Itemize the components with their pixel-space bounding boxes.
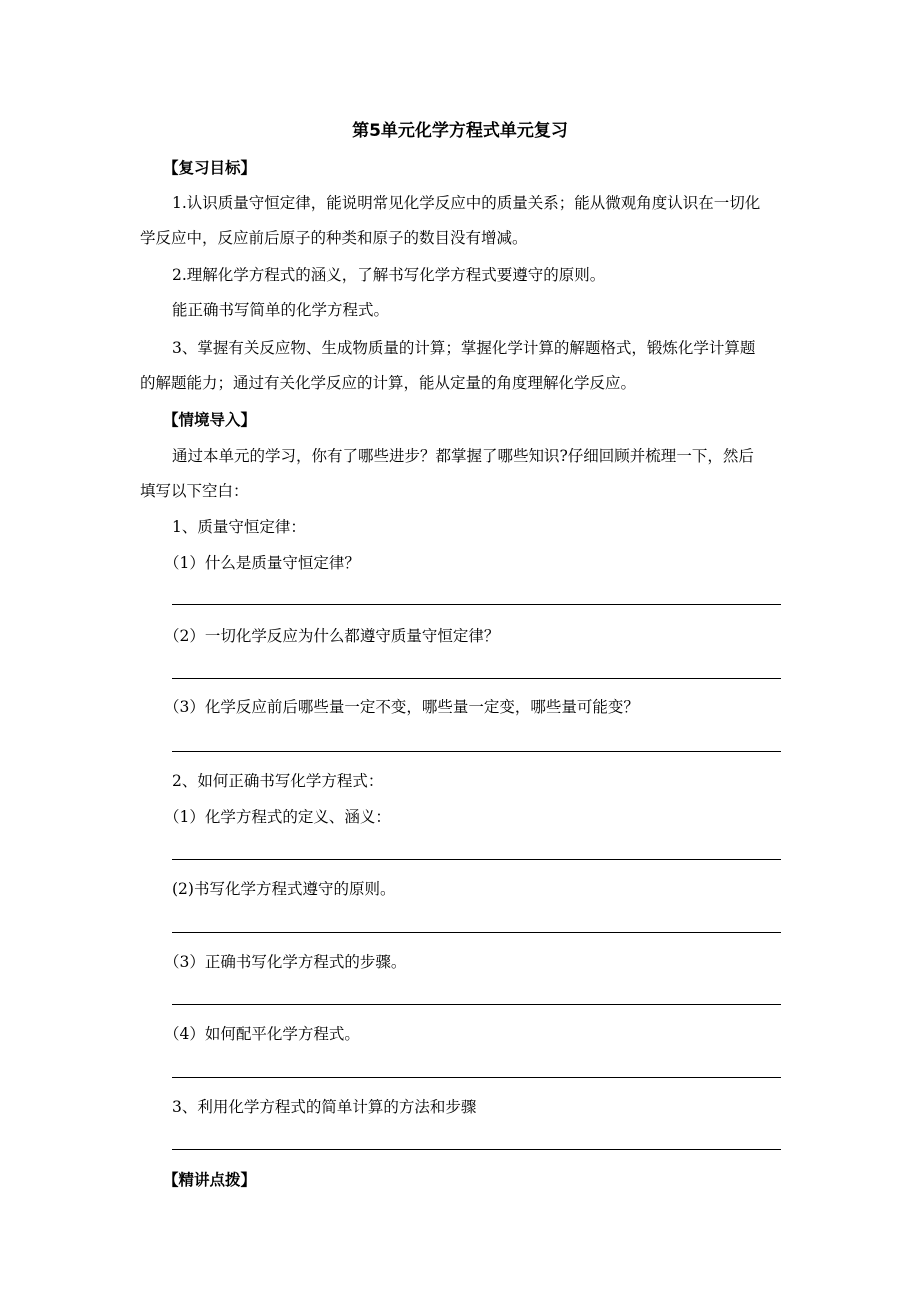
question-1-2: （2）一切化学反应为什么都遵守质量守恒定律？ <box>164 627 500 645</box>
question-2-1: （1）化学方程式的定义、涵义： <box>164 808 391 826</box>
section-heading-objectives: 【复习目标】 <box>163 159 257 177</box>
answer-line[interactable] <box>172 1004 781 1005</box>
question-2-3: （3）正确书写化学方程式的步骤。 <box>164 953 407 971</box>
page-title: 第5单元化学方程式单元复习 <box>352 121 568 141</box>
answer-line[interactable] <box>172 1077 781 1078</box>
answer-line[interactable] <box>172 859 781 860</box>
question-1-1: （1）什么是质量守恒定律？ <box>164 554 360 572</box>
question-1: 1、质量守恒定律： <box>172 518 306 536</box>
question-2-2: (2)书写化学方程式遵守的原则。 <box>172 880 396 898</box>
question-3: 3、利用化学方程式的简单计算的方法和步骤 <box>172 1098 477 1116</box>
answer-line[interactable] <box>172 932 781 933</box>
answer-line[interactable] <box>172 678 781 679</box>
objective-3-line-1: 3、掌握有关反应物、生成物质量的计算；掌握化学计算的解题格式，锻炼化学计算题 <box>172 339 756 357</box>
objective-1-line-2: 学反应中，反应前后原子的种类和原子的数目没有增减。 <box>140 229 528 247</box>
objective-3-line-2: 的解题能力；通过有关化学反应的计算，能从定量的角度理解化学反应。 <box>140 374 637 392</box>
objective-2: 2.理解化学方程式的涵义，了解书写化学方程式要遵守的原则。 <box>172 266 606 284</box>
answer-line[interactable] <box>172 751 781 752</box>
intro-line-2: 填写以下空白： <box>140 482 249 500</box>
intro-line-1: 通过本单元的学习，你有了哪些进步？都掌握了哪些知识?仔细回顾并梳理一下，然后 <box>172 447 754 465</box>
question-2-4: （4）如何配平化学方程式。 <box>164 1025 360 1043</box>
question-2: 2、如何正确书写化学方程式： <box>172 772 384 790</box>
section-heading-intro: 【情境导入】 <box>163 411 257 429</box>
objective-2b: 能正确书写简单的化学方程式。 <box>172 301 390 319</box>
objective-1-line-1: 1.认识质量守恒定律，能说明常见化学反应中的质量关系；能从微观角度认识在一切化 <box>172 194 761 212</box>
question-1-3: （3）化学反应前后哪些量一定不变，哪些量一定变，哪些量可能变？ <box>164 698 639 716</box>
section-heading-explain: 【精讲点拨】 <box>163 1171 257 1189</box>
answer-line[interactable] <box>172 1149 781 1150</box>
answer-line[interactable] <box>172 604 781 605</box>
